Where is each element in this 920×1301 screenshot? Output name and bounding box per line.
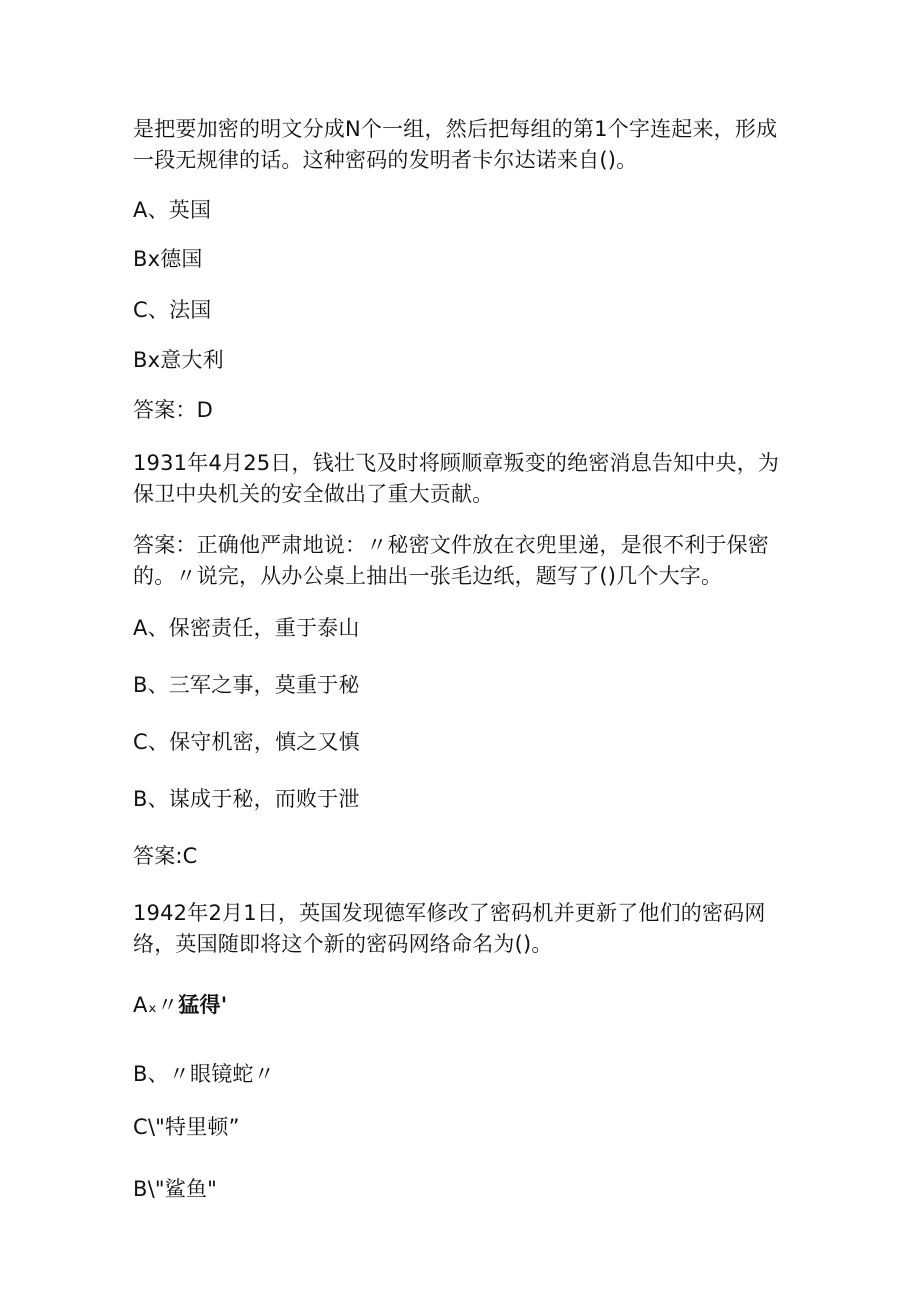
question-1-option-c: C、法国 xyxy=(133,298,212,322)
question-4-option-a xyxy=(133,990,227,1020)
question-4-line-1: 1942年2月1日，英国发现德军修改了密码机并更新了他们的密码网 xyxy=(133,901,766,925)
question-1-option-d: Bx意大利 xyxy=(133,348,224,372)
question-4-option-a-prefix: Aₓ〃 xyxy=(133,993,179,1017)
question-1-option-b: Bx德国 xyxy=(133,247,203,271)
question-1-answer: 答案：D xyxy=(133,398,213,422)
question-3-option-d: B、谋成于秘，而败于泄 xyxy=(133,787,360,811)
question-2-line-2: 保卫中央机关的安全做出了重大贡献。 xyxy=(133,482,494,506)
question-3-line-1: 答案：正确他严肃地说：〃秘密文件放在衣兜里递，是很不利于保密 xyxy=(133,533,769,557)
question-2-line-1: 1931年4月25日，钱壮飞及时将顾顺章叛变的绝密消息告知中央，为 xyxy=(133,451,780,475)
question-4-option-d: B\"鲨鱼" xyxy=(133,1177,218,1201)
question-4-option-b: B、〃眼镜蛇〃 xyxy=(133,1062,275,1086)
question-3-option-b: B、三军之事，莫重于秘 xyxy=(133,673,360,697)
question-4-line-2: 络，英国随即将这个新的密码网络命名为()。 xyxy=(133,932,553,956)
question-4-option-c: C\"特里顿” xyxy=(133,1115,240,1139)
question-4-option-a-text: 猛得' xyxy=(178,993,228,1017)
question-3-line-2: 的。〃说完，从办公桌上抽出一张毛边纸，题写了()几个大字。 xyxy=(133,564,723,588)
question-1-option-a: A、英国 xyxy=(133,198,212,222)
question-1-line-2: 一段无规律的话。这种密码的发明者卡尔达诺来自()。 xyxy=(133,148,638,172)
question-1-line-1: 是把要加密的明文分成N个一组，然后把每组的第1个字连起来，形成 xyxy=(133,117,778,141)
question-3-option-a: A、保密责任，重于泰山 xyxy=(133,616,360,640)
question-3-answer: 答案:C xyxy=(133,844,198,868)
question-3-option-c: C、保守机密，慎之又慎 xyxy=(133,730,360,754)
